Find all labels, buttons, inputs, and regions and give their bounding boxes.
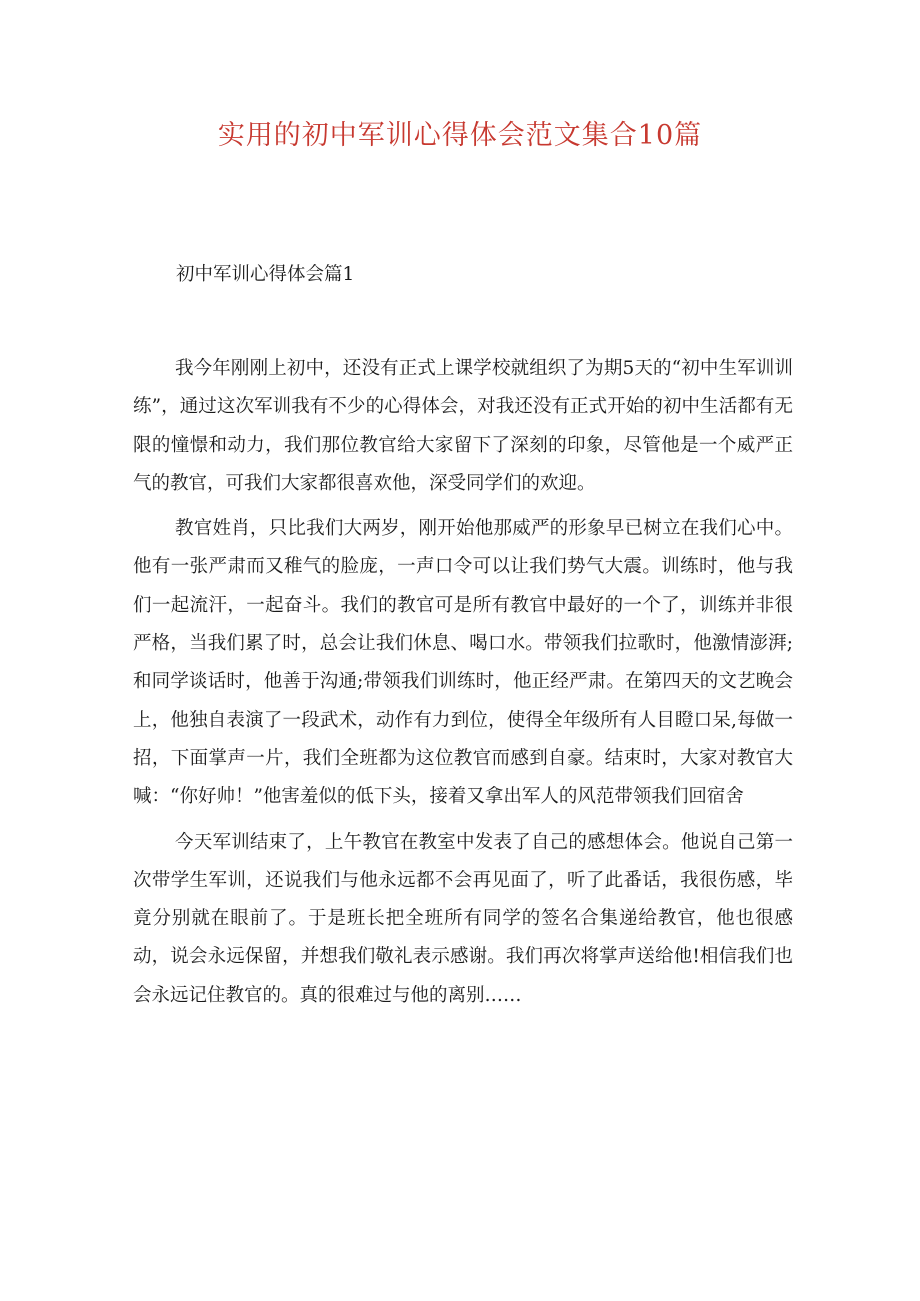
document-body xyxy=(133,350,793,1022)
document-title: 实用的初中军训心得体会范文集合10篇 xyxy=(217,120,703,151)
section-heading: 初中军训心得体会篇1 xyxy=(176,264,355,285)
paragraph-1: 我今年刚刚上初中，还没有正式上课学校就组织了为期5天的“初中生军训训练”，通过这次军训我有不少的心得体会，对我还没有正式开始的初中生活都有无限的憧憬和动力，我们那位教官给大家留下了深刻的印象，尽管他是一个威严正气的教官，可我们大家都很喜欢他，深受同学们的欢迎。 xyxy=(133,358,793,494)
paragraph-3: 今天军训结束了，上午教官在教室中发表了自己的感想体会。他说自己第一次带学生军训，还说我们与他永远都不会再见面了，听了此番话，我很伤感，毕竟分别就在眼前了。于是班长把全班所有同学的签名合集递给教官，他也很感动，说会永远保留，并想我们敬礼表示感谢。我们再次将掌声送给他!相信我们也会永远记住教官的。真的很难过与他的离别…… xyxy=(133,831,794,1006)
paragraph-2: 教官姓肖，只比我们大两岁，刚开始他那威严的形象早已树立在我们心中。他有一张严肃而又稚气的脸庞，一声口令可以让我们势气大震。训练时，他与我们一起流汗，一起奋斗。我们的教官可是所有教官中最好的一个了，训练并非很严格，当我们累了时，总会让我们休息、喝口水。带领我们拉歌时，他激情澎湃;和同学谈话时，他善于沟通;带领我们训练时，他正经严肃。在第四天的文艺晚会上，他独自表演了一段武术，动作有力到位，使得全年级所有人目瞪口呆,每做一招，下面掌声一片，我们全班都为这位教官而感到自豪。结束时，大家对教官大喊：“你好帅！”他害羞似的低下头，接着又拿出军人的风范带领我们回宿舍 xyxy=(133,518,793,808)
